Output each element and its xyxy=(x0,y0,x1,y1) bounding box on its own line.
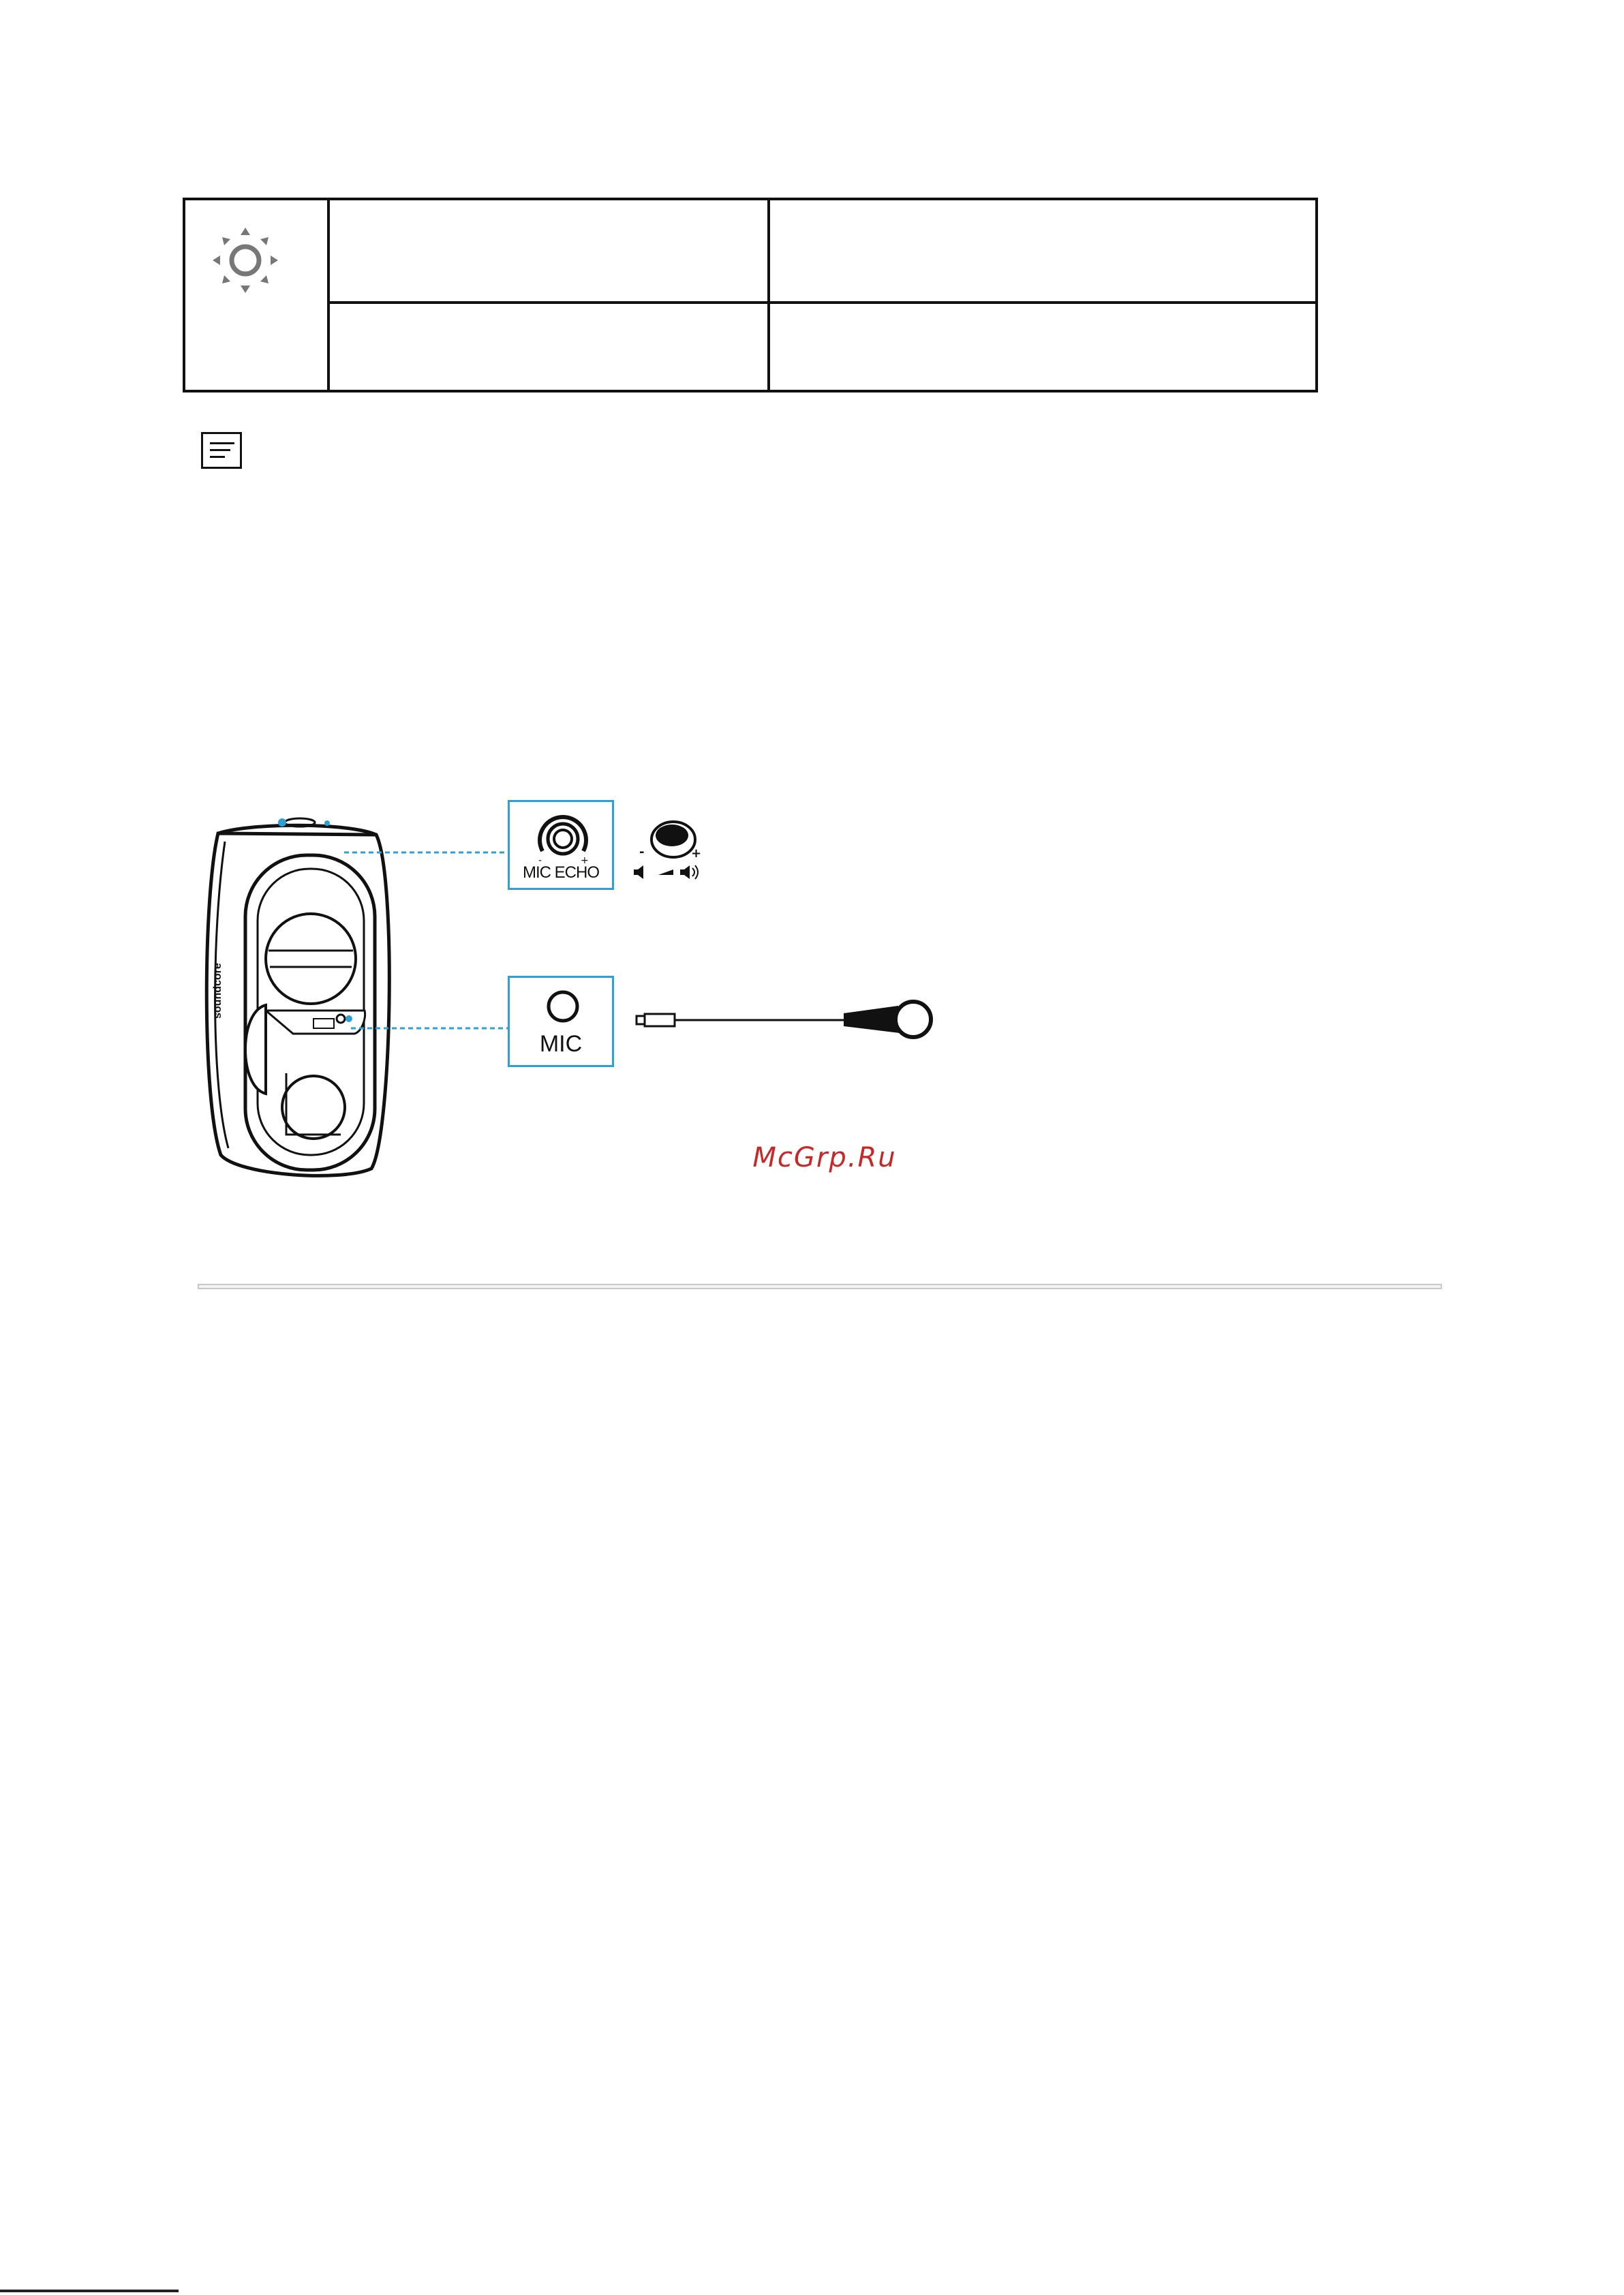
watermark: McGrp.Ru xyxy=(752,1142,897,1173)
note-icon xyxy=(201,432,242,469)
knob-minus: - xyxy=(538,855,542,866)
speaker-illustration xyxy=(198,814,402,1186)
brand-label: soundcore xyxy=(212,963,224,1019)
jack-port-icon xyxy=(545,989,581,1024)
brightness-icon xyxy=(210,225,281,296)
mic-echo-callout xyxy=(508,800,614,890)
volume-ramp-icon xyxy=(658,869,673,875)
volume-low-icon xyxy=(634,865,643,879)
volume-knob-icon xyxy=(632,818,714,893)
accessory-plus: + xyxy=(691,846,702,861)
table-cell xyxy=(792,330,1296,364)
table-cell xyxy=(792,234,1296,268)
settings-table xyxy=(183,198,1318,392)
section-divider xyxy=(198,1284,1442,1289)
mic-label: MIC xyxy=(539,1031,583,1057)
table-divider xyxy=(327,301,1315,304)
callout-connector xyxy=(351,1019,508,1022)
note-text xyxy=(259,436,1281,470)
footer-rule xyxy=(0,2290,179,2292)
knob-plus: + xyxy=(581,855,589,866)
table-cell xyxy=(349,234,751,268)
volume-high-icon xyxy=(680,865,698,879)
table-divider xyxy=(767,200,770,390)
microphone-icon xyxy=(632,995,939,1049)
mic-callout xyxy=(508,976,614,1067)
table-cell xyxy=(349,330,751,364)
callout-connector xyxy=(344,844,508,846)
mic-echo-label: MIC ECHO xyxy=(523,863,599,882)
table-divider xyxy=(327,200,330,390)
knob-icon xyxy=(534,809,592,866)
accessory-minus: - xyxy=(639,845,645,859)
